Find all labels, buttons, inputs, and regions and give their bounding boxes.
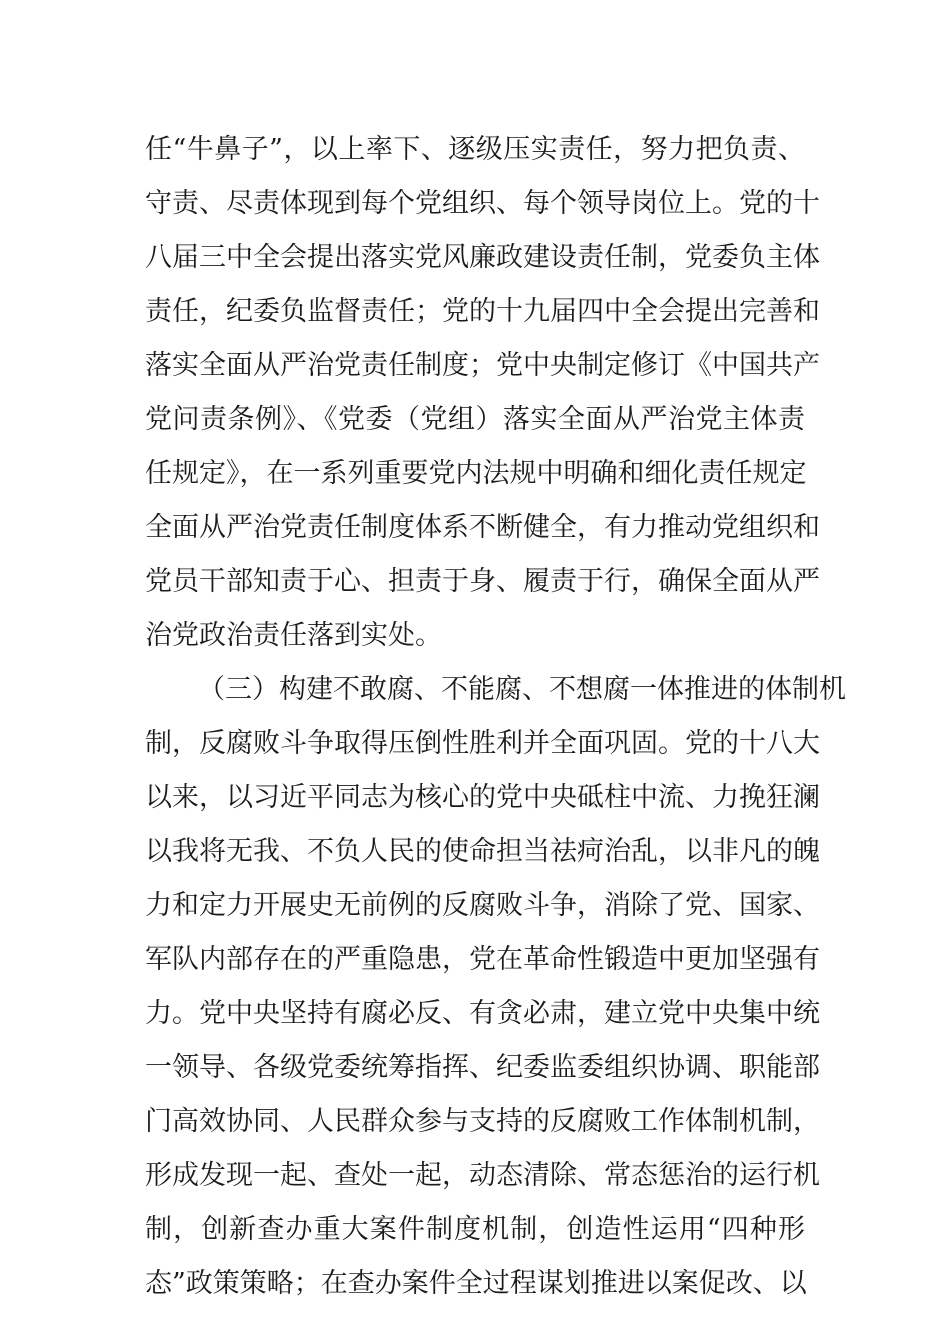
text-line: 制，创新查办重大案件制度机制，创造性运用“四种形 [145,1214,805,1245]
text-line: 制，反腐败斗争取得压倒性胜利并全面巩固。党的十八大 [145,728,820,759]
text-line: 门高效协同、人民群众参与支持的反腐败工作体制机制， [145,1106,820,1137]
text-line: 形成发现一起、查处一起，动态清除、常态惩治的运行机 [145,1160,820,1191]
text-line: 党员干部知责于心、担责于身、履责于行，确保全面从严 [145,566,820,597]
text-line: 守责、尽责体现到每个党组织、每个领导岗位上。党的十 [145,188,820,219]
text-line: 任规定》，在一系列重要党内法规中明确和细化责任规定 [145,458,807,489]
text-line: 态”政策策略；在查办案件全过程谋划推进以案促改、以 [145,1268,807,1299]
text-line: 力。党中央坚持有腐必反、有贪必肃，建立党中央集中统 [145,998,820,1029]
text-line: 全面从严治党责任制度体系不断健全，有力推动党组织和 [145,512,820,543]
text-line: 责任，纪委负监督责任；党的十九届四中全会提出完善和 [145,296,820,327]
text-line: 以来，以习近平同志为核心的党中央砥柱中流、力挽狂澜 [145,782,820,813]
text-line: 军队内部存在的严重隐患，党在革命性锻造中更加坚强有 [145,944,820,975]
text-line: 落实全面从严治党责任制度；党中央制定修订《中国共产 [145,350,820,381]
text-line: 以我将无我、不负人民的使命担当祛疴治乱，以非凡的魄 [145,836,820,867]
section-heading-line: （三）构建不敢腐、不能腐、不想腐一体推进的体制机 [198,674,846,705]
text-line: 八届三中全会提出落实党风廉政建设责任制，党委负主体 [145,242,820,273]
text-line: 一领导、各级党委统筹指挥、纪委监委组织协调、职能部 [145,1052,820,1083]
text-line: 治党政治责任落到实处。 [145,620,442,651]
text-line: 任“牛鼻子”，以上率下、逐级压实责任，努力把负责、 [145,134,805,165]
text-line: 力和定力开展史无前例的反腐败斗争，消除了党、国家、 [145,890,820,921]
text-line: 党问责条例》、《党委（党组）落实全面从严治党主体责 [145,404,805,435]
